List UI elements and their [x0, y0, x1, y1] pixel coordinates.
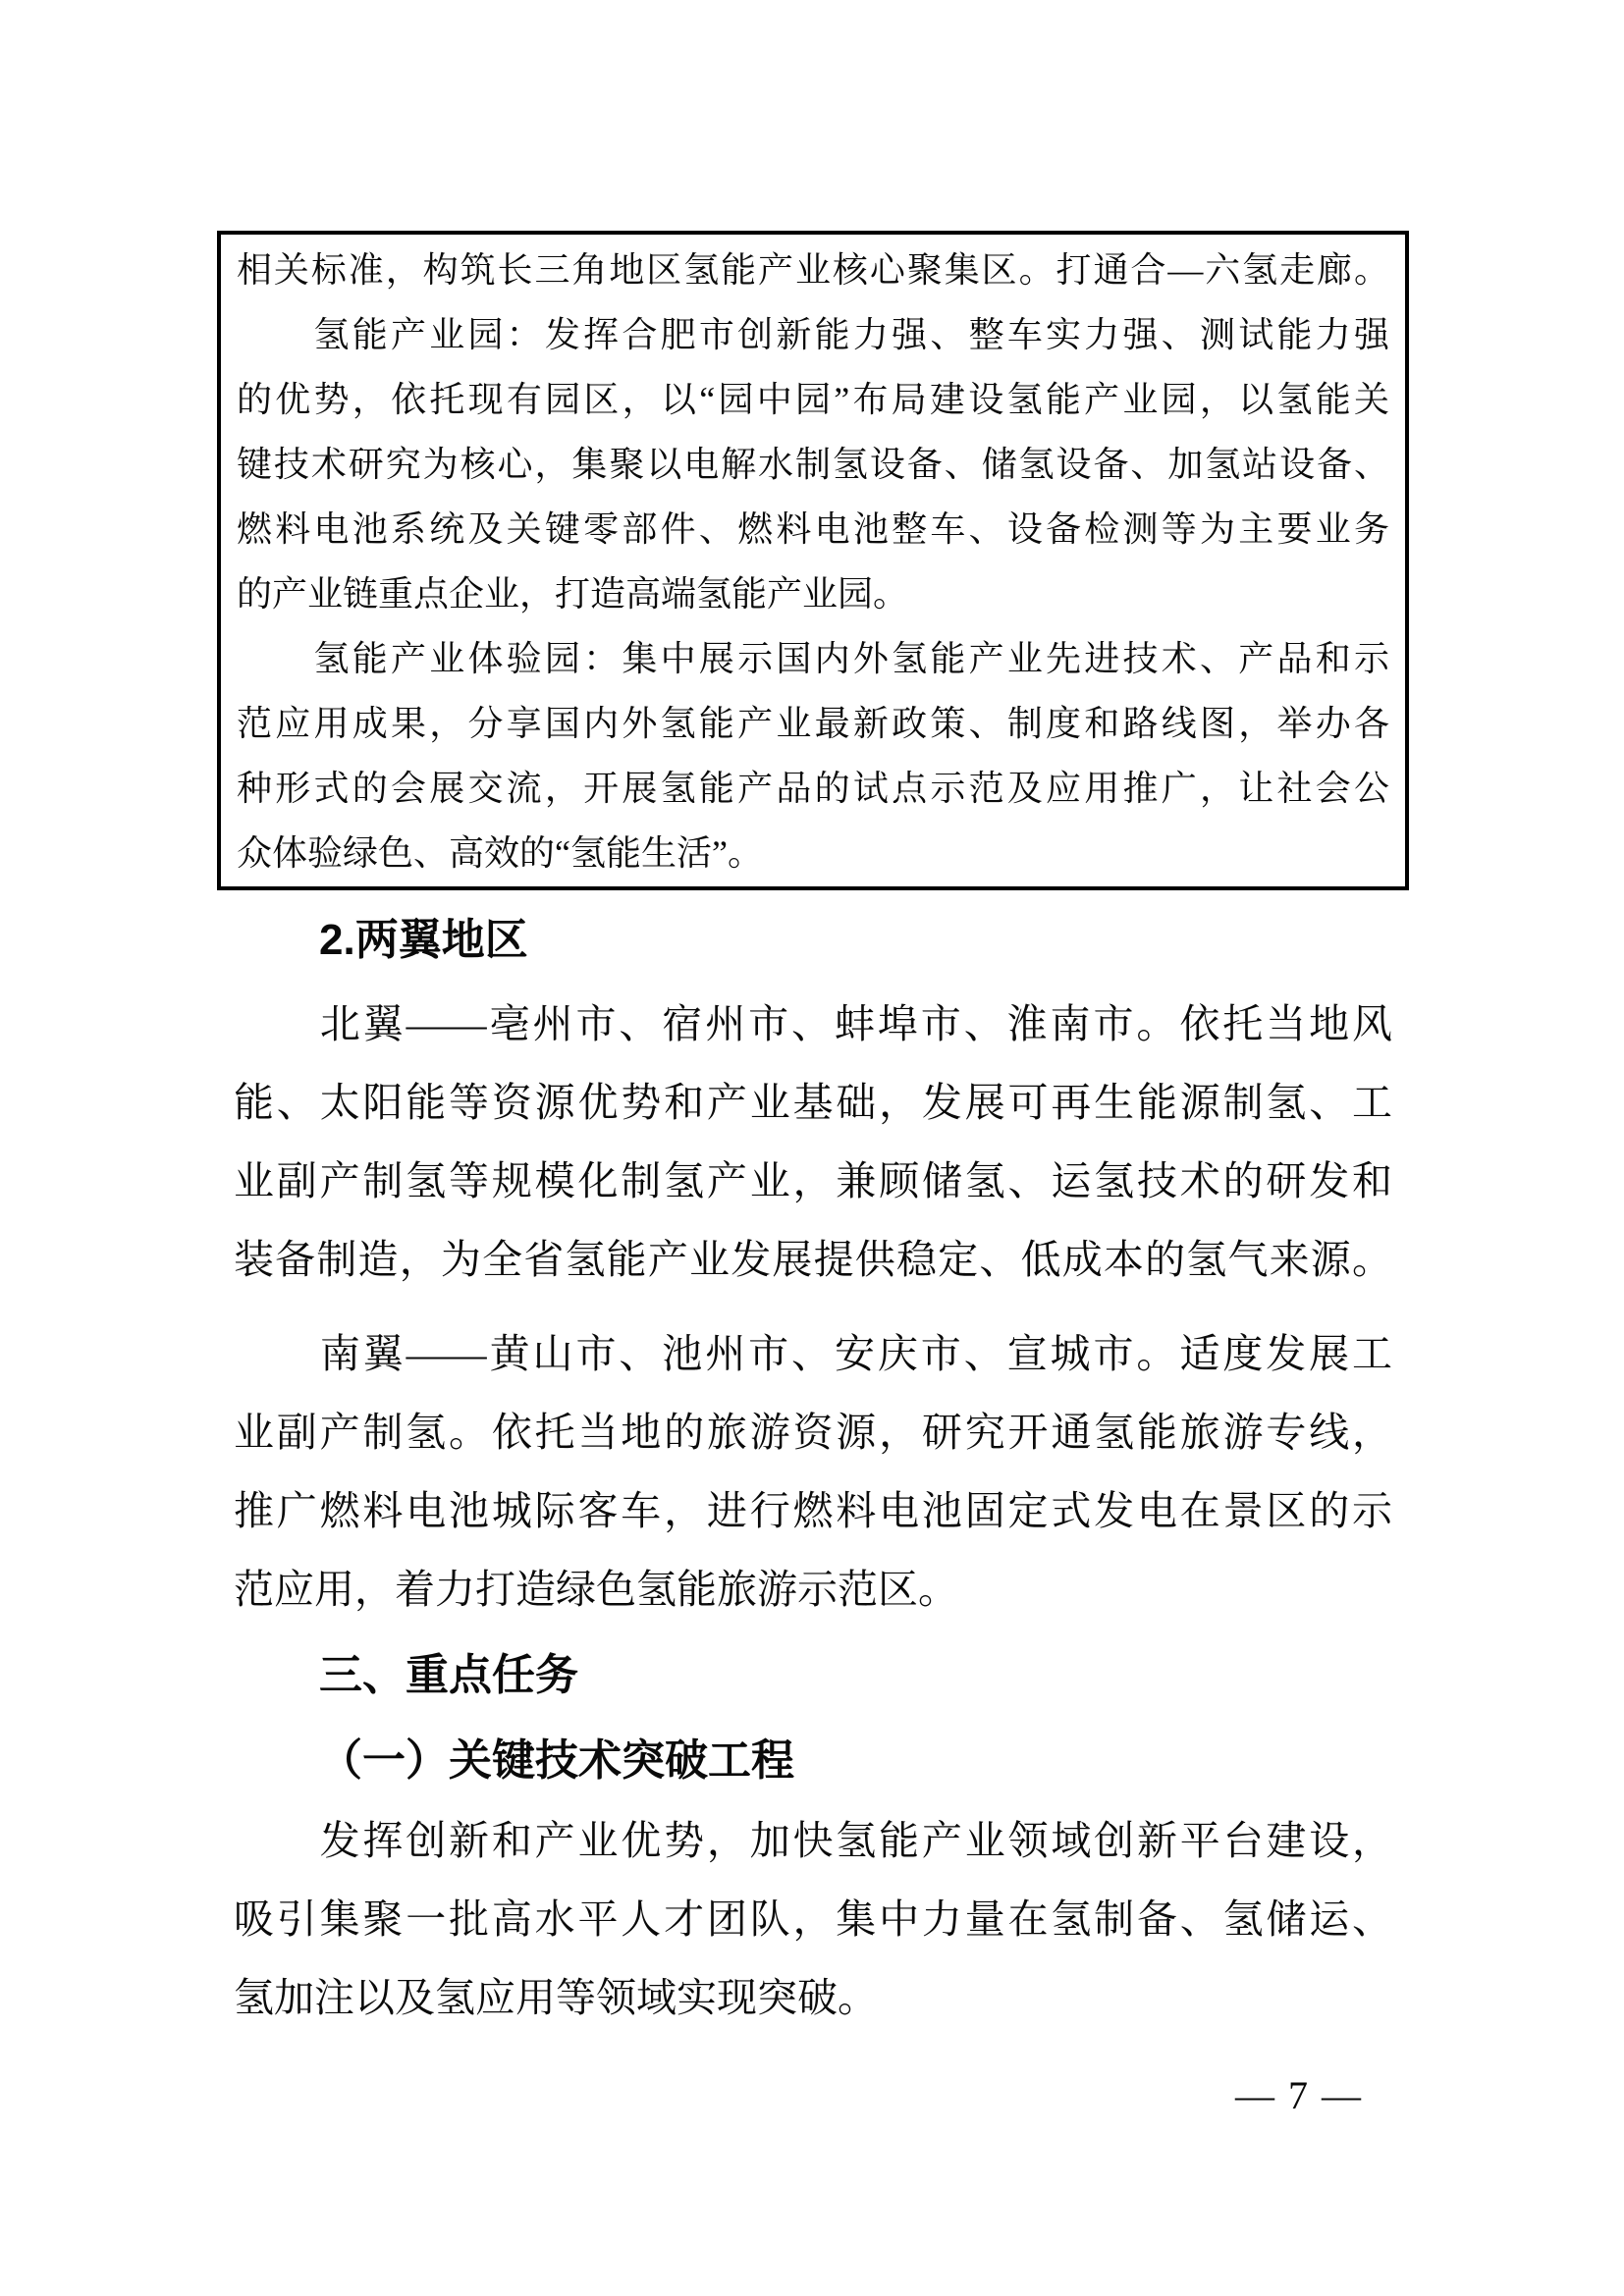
north-wing-paragraph	[234, 985, 1392, 1299]
page-number: — 7 —	[1235, 2073, 1363, 2117]
box-text-line: 燃料电池系统及关键零部件、燃料电池整车、设备检测等为主要业务	[237, 509, 1389, 549]
section-heading-key-tech-project: （一）关键技术突破工程	[319, 1736, 794, 1785]
paragraph-line: 吸引集聚一批高水平人才团队，集中力量在氢制备、氢储运、	[234, 1896, 1392, 1942]
box-text-line: 种形式的会展交流，开展氢能产品的试点示范及应用推广，让社会公	[237, 769, 1389, 808]
innovation-paragraph	[234, 1801, 1392, 2037]
box-text-line: 的优势，依托现有园区，以“园中园”布局建设氢能产业园，以氢能关	[237, 380, 1389, 419]
box-text-line: 键技术研究为核心，集聚以电解水制氢设备、储氢设备、加氢站设备、	[237, 445, 1389, 484]
paragraph-line: 发挥创新和产业优势，加快氢能产业领域创新平台建设，	[234, 1818, 1392, 1863]
paragraph-line: 能、太阳能等资源优势和产业基础，发展可再生能源制氢、工	[234, 1080, 1392, 1125]
section-heading-two-wings: 2.两翼地区	[319, 916, 528, 964]
paragraph-line: 推广燃料电池城际客车，进行燃料电池固定式发电在景区的示	[234, 1488, 1392, 1533]
paragraph-line: 南翼——黄山市、池州市、安庆市、宣城市。适度发展工	[234, 1331, 1392, 1376]
paragraph-line: 业副产制氢等规模化制氢产业，兼顾储氢、运氢技术的研发和	[234, 1158, 1392, 1203]
paragraph-line: 氢加注以及氢应用等领域实现突破。	[234, 1975, 878, 2020]
paragraph-line: 范应用，着力打造绿色氢能旅游示范区。	[234, 1567, 958, 1612]
body-content	[234, 901, 1392, 2135]
boxed-section	[217, 231, 1409, 890]
paragraph-line: 北翼——亳州市、宿州市、蚌埠市、淮南市。依托当地风	[234, 1001, 1392, 1046]
box-text-line: 氢能产业体验园：集中展示国内外氢能产业先进技术、产品和示	[237, 639, 1389, 678]
box-text-line: 相关标准，构筑长三角地区氢能产业核心聚集区。打通合—六氢走廊。	[237, 250, 1389, 290]
box-text-line: 范应用成果，分享国内外氢能产业最新政策、制度和路线图，举办各	[237, 704, 1389, 743]
box-text-line: 众体验绿色、高效的“氢能生活”。	[237, 833, 763, 873]
south-wing-paragraph	[234, 1314, 1392, 1629]
paragraph-line: 业副产制氢。依托当地的旅游资源，研究开通氢能旅游专线，	[234, 1410, 1392, 1455]
paragraph-line: 装备制造，为全省氢能产业发展提供稳定、低成本的氢气来源。	[234, 1237, 1392, 1282]
box-text-line: 的产业链重点企业，打造高端氢能产业园。	[237, 574, 909, 614]
box-text-line: 氢能产业园：发挥合肥市创新能力强、整车实力强、测试能力强	[237, 315, 1389, 354]
section-heading-key-tasks: 三、重点任务	[319, 1651, 578, 1699]
